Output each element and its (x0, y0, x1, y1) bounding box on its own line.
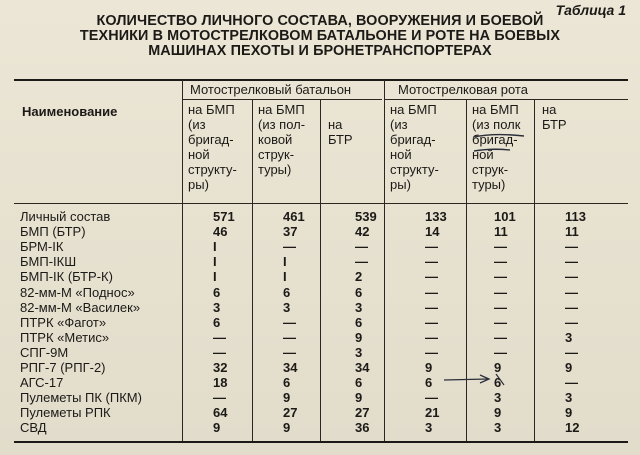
row-cell: — (565, 299, 578, 315)
row-label: ПТРК «Метис» (20, 329, 110, 345)
table-row (0, 285, 640, 300)
row-cell: 64 (213, 405, 228, 421)
row-cell: 6 (213, 314, 221, 330)
row-cell: 3 (565, 390, 573, 406)
subheader-company-regiment: на БМП (из полк бригад- ной струк- туры) (472, 102, 521, 192)
row-cell: 12 (565, 420, 580, 436)
row-cell: — (565, 269, 578, 285)
table-row (0, 315, 640, 330)
row-cell: I (213, 269, 217, 285)
table-row (0, 269, 640, 284)
subheader-battalion-btr: на БТР (328, 117, 353, 147)
row-cell: 27 (355, 405, 370, 421)
table-row (0, 420, 640, 435)
row-cell: — (283, 329, 296, 345)
row-cell: 9 (355, 329, 363, 345)
row-cell: I (283, 254, 287, 270)
row-cell: — (283, 239, 296, 255)
table-row (0, 254, 640, 269)
top-rule (14, 79, 628, 81)
table-row (0, 330, 640, 345)
row-cell: — (213, 344, 226, 360)
row-cell: — (494, 269, 507, 285)
row-cell: I (213, 254, 217, 270)
row-cell: — (565, 344, 578, 360)
row-cell: — (494, 329, 507, 345)
header-bottom-rule (14, 203, 628, 204)
row-cell: 11 (565, 224, 579, 240)
row-cell: 27 (283, 405, 298, 421)
company-group-header: Мотострелковая рота (398, 82, 528, 97)
row-cell: 6 (355, 284, 363, 300)
row-cell: 461 (283, 209, 305, 224)
row-cell: 101 (494, 209, 516, 224)
row-cell: 6 (213, 284, 221, 300)
row-label: БМП-IКШ (20, 254, 77, 270)
row-label: БМП (БТР) (20, 224, 86, 240)
row-label: 82-мм-М «Поднос» (20, 284, 135, 300)
row-cell: — (565, 239, 578, 255)
table-row (0, 375, 640, 390)
row-cell: 3 (494, 420, 502, 436)
row-cell: 133 (425, 209, 447, 224)
row-cell: — (425, 329, 438, 345)
row-label: ПТРК «Фагот» (20, 314, 107, 330)
row-cell: — (565, 375, 578, 391)
subheader-company-btr: на БТР (542, 102, 567, 132)
row-cell: — (425, 390, 438, 406)
row-cell: 37 (283, 224, 298, 240)
row-cell: — (355, 239, 368, 255)
row-cell: 34 (355, 360, 370, 375)
battalion-group-underline (182, 99, 382, 100)
row-cell: 3 (355, 344, 363, 360)
title-line-3: МАШИНАХ ПЕХОТЫ И БРОНЕТРАНСПОРТЕРАХ (148, 43, 492, 59)
bottom-rule (14, 441, 628, 443)
row-cell: — (565, 284, 578, 300)
row-cell: 113 (565, 209, 586, 224)
row-cell: 9 (355, 390, 363, 406)
row-cell: 6 (355, 375, 363, 391)
table-row (0, 360, 640, 375)
subheader-battalion-brigade: на БМП (из бригад- ной структу- ры) (188, 102, 237, 192)
row-cell: — (425, 254, 438, 270)
row-cell: 3 (355, 299, 363, 315)
row-cell: 18 (213, 375, 228, 391)
row-cell: 34 (283, 360, 298, 375)
row-cell: — (565, 314, 578, 330)
row-cell: — (494, 254, 507, 270)
row-cell: 3 (425, 420, 433, 436)
table-row (0, 209, 640, 224)
row-cell: 46 (213, 224, 228, 240)
row-cell: 539 (355, 209, 377, 224)
row-cell: — (283, 344, 296, 360)
table-row (0, 239, 640, 254)
row-cell: — (355, 254, 368, 270)
row-cell: 9 (425, 360, 433, 375)
row-cell: 9 (283, 420, 291, 436)
row-cell: 21 (425, 405, 440, 421)
table-row (0, 224, 640, 239)
row-cell: 32 (213, 360, 228, 375)
company-group-underline (384, 99, 628, 100)
row-cell: — (494, 344, 507, 360)
row-label: БРМ-IК (20, 239, 64, 255)
row-cell: — (425, 269, 438, 285)
row-label: СВД (20, 420, 47, 436)
row-cell: 42 (355, 224, 370, 240)
row-cell: 6 (425, 375, 433, 391)
row-cell: 9 (213, 420, 221, 436)
row-cell: I (213, 239, 217, 255)
row-cell: — (213, 329, 226, 345)
name-column-header: Наименование (22, 104, 118, 119)
row-cell: — (494, 239, 507, 255)
row-cell: 36 (355, 420, 370, 436)
row-cell: 9 (283, 390, 291, 406)
row-cell: 3 (283, 299, 291, 315)
row-cell: — (425, 314, 438, 330)
row-cell: — (283, 314, 296, 330)
table-row (0, 405, 640, 420)
row-cell: I (283, 269, 287, 285)
row-label: Личный состав (20, 209, 111, 224)
table-row (0, 300, 640, 315)
row-cell: 9 (565, 360, 573, 375)
subheader-company-brigade: на БМП (из бригад- ной структу- ры) (390, 102, 439, 192)
pencil-correction-mark (466, 104, 536, 164)
row-cell: 11 (494, 224, 508, 240)
table-row (0, 345, 640, 360)
row-cell: 2 (355, 269, 363, 285)
row-cell: 6 (494, 375, 502, 391)
row-cell: — (425, 299, 438, 315)
row-label: БМП-IК (БТР-К) (20, 269, 113, 285)
row-cell: 9 (494, 360, 502, 375)
row-cell: 3 (494, 390, 502, 406)
row-cell: — (425, 344, 438, 360)
row-cell: 9 (565, 405, 573, 421)
row-cell: — (494, 284, 507, 300)
row-cell: 3 (213, 299, 221, 315)
row-label: 82-мм-М «Василек» (20, 299, 141, 315)
pencil-arrow-mark (440, 372, 510, 391)
subheader-battalion-regiment: на БМП (из пол- ковой струк- туры) (258, 102, 306, 177)
battalion-group-header: Мотострелковый батальон (190, 82, 352, 97)
row-cell: — (494, 299, 507, 315)
row-label: СПГ-9М (20, 344, 69, 360)
title-line-2: ТЕХНИКИ В МОТОСТРЕЛКОВОМ БАТАЛЬОНЕ И РОТЕ НА БОЕВЫХ (79, 28, 561, 44)
row-cell: — (494, 314, 507, 330)
table-title (40, 14, 600, 59)
row-cell: — (213, 390, 226, 406)
row-cell: 3 (565, 329, 573, 345)
row-label: Пулеметы РПК (20, 405, 111, 421)
row-label: РПГ-7 (РПГ-2) (20, 360, 106, 375)
title-line-1: КОЛИЧЕСТВО ЛИЧНОГО СОСТАВА, ВООРУЖЕНИЯ И БОЕВОЙ (96, 13, 544, 29)
row-cell: — (425, 239, 438, 255)
row-cell: 9 (494, 405, 502, 421)
row-label: АГС-17 (20, 375, 64, 391)
row-cell: 6 (355, 314, 363, 330)
row-cell: 6 (283, 284, 291, 300)
row-label: Пулеметы ПК (ПКМ) (20, 390, 142, 406)
table-number: Таблица 1 (555, 2, 626, 18)
row-cell: 571 (213, 209, 235, 224)
row-cell: — (565, 254, 578, 270)
row-cell: — (425, 284, 438, 300)
row-cell: 14 (425, 224, 440, 240)
row-cell: 6 (283, 375, 291, 391)
table-row (0, 390, 640, 405)
